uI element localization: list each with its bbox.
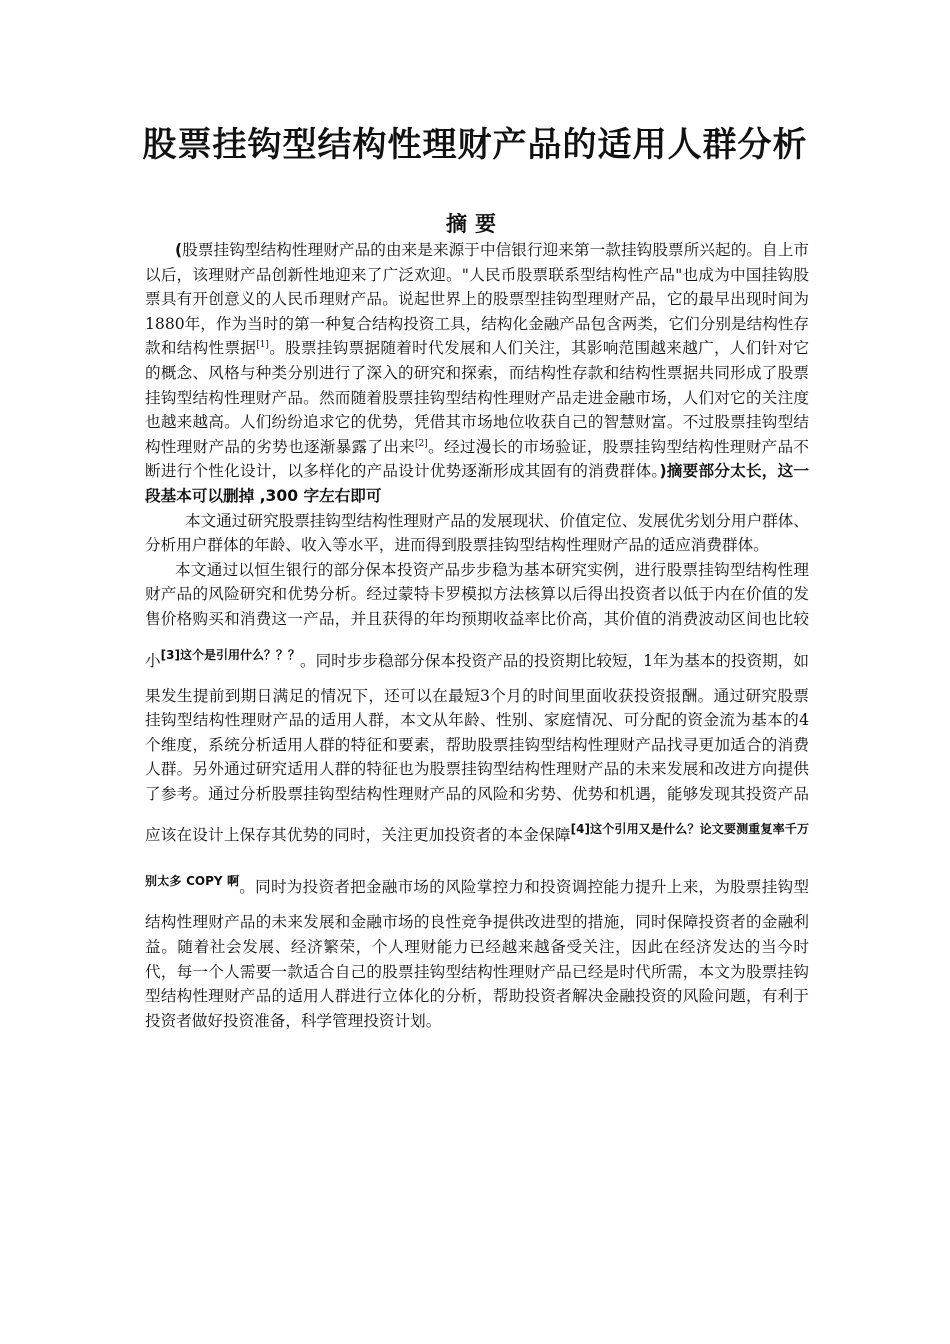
- paragraph-3-text-a: 本文通过以恒生银行的部分保本投资产品步步稳为基本研究实例，进行股票挂钩型结构性理财产品的风险研究和优势分析。经过蒙特卡罗模拟方法核算以后得出投资者以低于内在价值的发售价格购买和消费这一产品，并且获得的年均预期收益率比价高，其价值的消费波动区间也比较小: [145, 560, 809, 670]
- document-title: 股票挂钩型结构性理财产品的适用人群分析: [142, 125, 808, 165]
- reviewer-comment-3: 这个引用又是什么？论文要测重复率千万别太多 COPY 啊: [145, 822, 809, 889]
- citation-4: [4]: [570, 822, 590, 837]
- paragraph-3-text-b: 。同时步步稳部分保本投资产品的投资期比较短，1年为基本的投资期，如果发生提前到期日满足的情况下，还可以在最短3个月的时间里面收获投资报酬。通过研究股票挂钩型结构性理财产品的适用人群，本文从年龄、性别、家庭情况、可分配的资金流为基本的4个维度，系统分析适用人群的特征和要素，帮助股票挂钩型结构性理财产品找寻更加适合的消费人群。另外通过研究适用人群的特征也为股票挂钩型结构性理财产品的未来发展和改进方向提供了参考。通过分析股票挂钩型结构性理财产品的风险和劣势、优势和机遇，能够发现其投资产品应该在设计上保存其优势的同时，关注更加投资者的本金保障: [145, 651, 809, 845]
- paragraph-3-text-c: 。同时为投资者把金融市场的风险掌控力和投资调控能力提升上来，为股票挂钩型结构性理财产品的未来发展和金融市场的良性竞争提供改进型的措施，同时保障投资者的金融利益。随着社会发展、经济繁荣，个人理财能力已经越来越备受关注，因此在经济发达的当今时代，每一个人需要一款适合自己的股票挂钩型结构性理财产品已经是时代所需，本文为股票挂钩型结构性理财产品的适用人群进行立体化的分析，帮助投资者解决金融投资的风险问题，有利于投资者做好投资准备，科学管理投资计划。: [145, 878, 809, 1030]
- abstract-paragraph-1: [145, 238, 809, 509]
- citation-2: [2]: [415, 438, 428, 449]
- reviewer-comment-2: 这个是引用什么？？？: [179, 647, 300, 662]
- paragraph-1-text-b: 。股票挂钩票据随着时代发展和人们关注，其影响范围越来越广，人们针对它的概念、风格与种类分别进行了深入的研究和探索，而结构性存款和结构性票据共同形成了股票挂钩型结构性理财产品。然而随着股票挂钩型结构性理财产品走进金融市场，人们对它的关注度也越来越高。人们纷纷追求它的优势，凭借其市场地位收获自己的智慧财富。不过股票挂钩型结构性理财产品的劣势也逐渐暴露了出来: [145, 339, 809, 456]
- paragraph-1-text-c: 。经过漫长的市场验证，股票挂钩型结构性理财产品不断进行个性化设计，以多样化的产品设计优势逐渐形成其固有的消费群体。: [145, 437, 809, 481]
- abstract-paragraph-2: 本文通过研究股票挂钩型结构性理财产品的发展现状、价值定位、发展优劣划分用户群体、分析用户群体的年龄、收入等水平，进而得到股票挂钩型结构性理财产品的适应消费群体。: [145, 511, 809, 555]
- citation-1: [1]: [256, 340, 269, 351]
- open-paren: (: [175, 241, 183, 259]
- abstract-body: [145, 238, 809, 1033]
- citation-3: [3]: [160, 647, 180, 662]
- reviewer-comment-1: )摘要部分太长，这一段基本可以删掉 ,300 字左右即可: [145, 462, 809, 505]
- abstract-heading: 摘要: [446, 211, 504, 236]
- abstract-paragraph-3: [145, 558, 809, 1034]
- paragraph-1-text-a: 股票挂钩型结构性理财产品的由来是来源于中信银行迎来第一款挂钩股票所兴起的。自上市以后，该理财产品创新性地迎来了广泛欢迎。"人民币股票联系型结构性产品"也成为中国挂钩股票具有开创意义的人民币理财产品。说起世界上的股票型挂钩型理财产品，它的最早出现时间为1880年，作为当时的第一种复合结构投资工具，结构化金融产品包含两类，它们分别是结构性存款和结构性票据: [145, 241, 809, 358]
